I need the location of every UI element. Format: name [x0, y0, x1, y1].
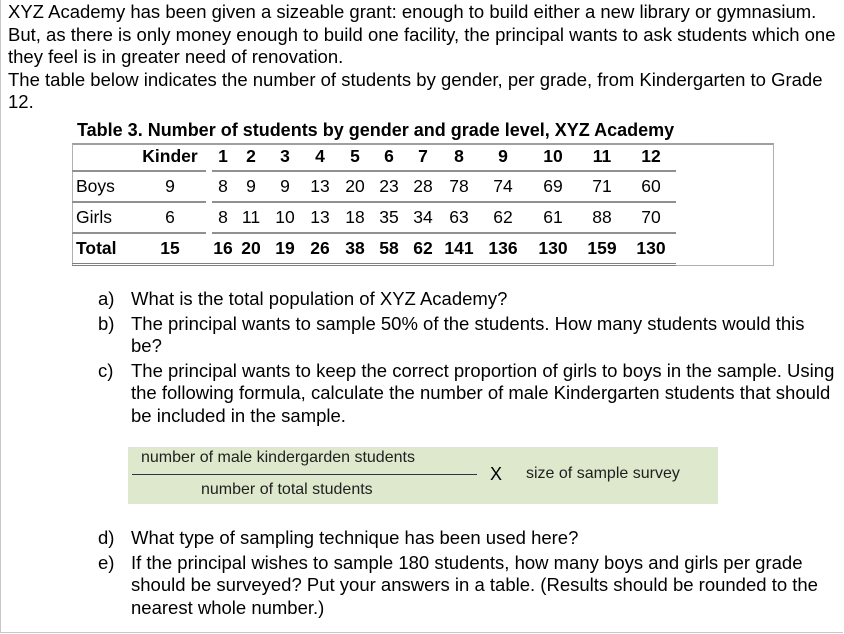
table-cell: 6: [134, 202, 206, 233]
table-cell: 70: [626, 202, 676, 233]
table-row-total: [72, 233, 676, 265]
table-cell: 130: [626, 233, 676, 265]
intro-paragraph-1: XYZ Academy has been given a sizeable grant: enough to build either a new library or gymnasium. But, as there is only money enough to build one facility, the principal wants to ask students which one they feel is in greater need of renovation.: [8, 1, 836, 67]
header-cell: 1: [212, 143, 234, 171]
table-cell: 10: [268, 202, 302, 233]
formula-multiplier: size of sample survey: [526, 465, 680, 482]
header-cell: 3: [268, 143, 302, 171]
table-cell: 62: [478, 202, 528, 233]
table-cell: 35: [372, 202, 406, 233]
table-row-girls: [72, 202, 676, 233]
table-cell: 8: [212, 171, 234, 202]
table-header-corner: [72, 143, 134, 171]
table-cell: 88: [578, 202, 626, 233]
intro-paragraph-2: The table below indicates the number of students by gender, per grade, from Kindergarten to Grade 12.: [8, 68, 823, 112]
table-header-row: [72, 143, 676, 171]
table-cell: 15: [134, 233, 206, 265]
fraction-bar: [132, 474, 477, 475]
question-e: [98, 552, 838, 620]
table-cell: 18: [338, 202, 372, 233]
question-text: What type of sampling technique has been used here?: [131, 527, 579, 548]
header-cell: 9: [478, 143, 528, 171]
formula-denominator: number of total students: [201, 481, 373, 498]
table-cell: 19: [268, 233, 302, 265]
table-cell: 13: [302, 202, 338, 233]
table-cell: 62: [406, 233, 440, 265]
table-cell: 16: [212, 233, 234, 265]
header-cell: 8: [440, 143, 478, 171]
table-cell: 159: [578, 233, 626, 265]
header-cell: 2: [234, 143, 268, 171]
table-cell: 9: [134, 171, 206, 202]
table-cell: 78: [440, 171, 478, 202]
table-cell: 38: [338, 233, 372, 265]
row-label: Girls: [72, 202, 134, 233]
table-cell: 23: [372, 171, 406, 202]
table-cell: 60: [626, 171, 676, 202]
question-d: [98, 527, 838, 550]
question-letter: b): [98, 312, 115, 334]
table-cell: 136: [478, 233, 528, 265]
table-cell: 34: [406, 202, 440, 233]
multiply-symbol: X: [490, 464, 503, 484]
header-cell: 5: [338, 143, 372, 171]
header-cell: 7: [406, 143, 440, 171]
table-cell: 13: [302, 171, 338, 202]
table-cell: 58: [372, 233, 406, 265]
table-cell: 11: [234, 202, 268, 233]
table-cell: 20: [338, 171, 372, 202]
table-cell: 20: [234, 233, 268, 265]
question-list: [98, 288, 838, 429]
table-cell: 9: [268, 171, 302, 202]
header-cell: Kinder: [134, 143, 206, 171]
table-cell: 63: [440, 202, 478, 233]
question-list-continued: [98, 527, 838, 621]
question-text: If the principal wishes to sample 180 students, how many boys and girls per grade should be surveyed? Put your answers in a table. (Results should be rounded to the nearest whole number.): [131, 551, 818, 618]
intro-text: [8, 1, 840, 114]
students-table-container: [72, 117, 772, 266]
table-cell: 74: [478, 171, 528, 202]
table-cell: 141: [440, 233, 478, 265]
header-cell: 10: [528, 143, 578, 171]
row-label: Total: [72, 233, 134, 265]
header-cell: 4: [302, 143, 338, 171]
table-row-boys: [72, 171, 676, 202]
header-cell: 12: [626, 143, 676, 171]
table-cell: 71: [578, 171, 626, 202]
table-title: Table 3. Number of students by gender and grade level, XYZ Academy: [77, 120, 675, 140]
header-cell: 6: [372, 143, 406, 171]
formula-numerator: number of male kindergarden students: [141, 449, 415, 466]
question-letter: a): [98, 288, 115, 309]
question-b: [98, 313, 838, 358]
table-cell: 9: [234, 171, 268, 202]
header-cell: 11: [578, 143, 626, 171]
question-a: [98, 288, 838, 311]
table-cell: 26: [302, 233, 338, 265]
question-text: What is the total population of XYZ Academy?: [131, 288, 508, 309]
question-c: [98, 360, 838, 428]
question-text: The principal wants to keep the correct proportion of girls to boys in the sample. Using the following formula, calculate the number of male Kindergarten students that should be included in the sample.: [131, 359, 835, 426]
students-table: [72, 143, 676, 266]
table-cell: 61: [528, 202, 578, 233]
formula-box: [128, 447, 718, 504]
table-cell: 28: [406, 171, 440, 202]
question-text: The principal wants to sample 50% of the students. How many students would this be?: [131, 312, 805, 356]
row-label: Boys: [72, 171, 134, 202]
question-letter: e): [98, 551, 115, 573]
question-letter: d): [98, 527, 115, 548]
table-cell: 8: [212, 202, 234, 233]
question-letter: c): [98, 359, 114, 381]
table-cell: 69: [528, 171, 578, 202]
table-cell: 130: [528, 233, 578, 265]
